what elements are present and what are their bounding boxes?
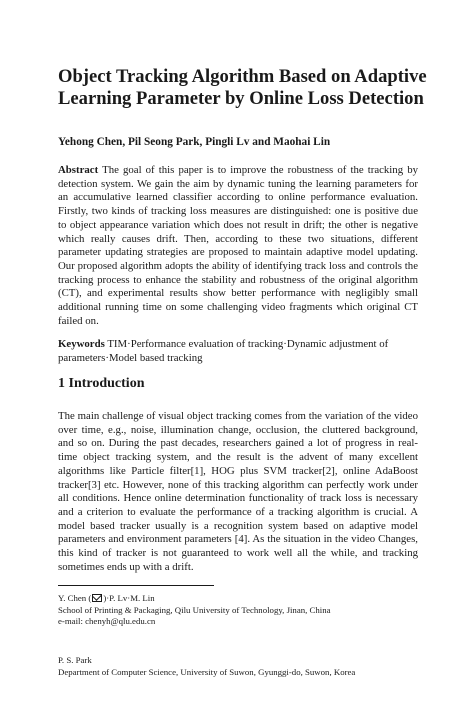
footnote-block-2 — [58, 655, 438, 678]
introduction-paragraph: The main challenge of visual object tracking comes from the variation of the video over time, e.g., noise, illumination change, occlusion, the cluttered background, and so on. During the past decades, researchers gained a lot of progress in real-time object tracking system, and the result is the advent of many excellent algorithms like Particle filter[1], HOG plus SVM tracker[2], online AdaBoost tracker[3] etc. However, none of this tracking algorithm can perfectly work under all conditions. Hence online determination functionality of track loss is necessary and a criterion to evaluate the performance of a tracking algorithm is crucial. A model based tracker usually is a recognition system based on adaptive model parameters and environment parameters [4]. As the situation in the video Changes, this kind of tracker is not guaranteed to work well all the while, and tracking sometimes ends up with a drift. — [58, 410, 418, 573]
envelope-icon — [92, 594, 102, 602]
footnote-author-2: P. S. Park — [58, 655, 92, 665]
footnote-affiliation-1: School of Printing & Packaging, Qilu University of Technology, Jinan, China — [58, 604, 331, 615]
footnote-authors: Y. Chen ( )·P. Lv·M. Lin — [58, 593, 155, 603]
abstract — [58, 164, 418, 328]
paper-title: Object Tracking Algorithm Based on Adaptive Learning Parameter by Online Loss Detection — [58, 66, 427, 109]
footnote-divider — [58, 585, 214, 586]
author-list: Yehong Chen, Pil Seong Park, Pingli Lv and Maohai Lin — [58, 136, 331, 148]
abstract-label: Abstract — [58, 164, 99, 176]
keywords — [58, 338, 418, 365]
footnote-affiliation-2: Department of Computer Science, University of Suwon, Gyunggi-do, Suwon, Korea — [58, 666, 356, 677]
keywords-text: TIM·Performance evaluation of tracking·Dynamic adjustment of parameters·Model based tracking — [58, 338, 389, 364]
footnote-email: e-mail: chenyh@qlu.edu.cn — [58, 616, 156, 626]
abstract-text: The goal of this paper is to improve the robustness of the tracking by detection system. We gain the aim by dynamic tuning the learning parameters for an accumulative learned classifier according to online performance evaluation. Firstly, two kinds of tracking loss measures are distinguished: one is positive due to object appearance variation which does not result in drift; the other is negative which really causes drift. Then, according to these two situations, different parameter updating strategies are proposed to maintain adaptive model updating. Our proposed algorithm adopts the ability of identifying track loss and controls the tracking process to enhance the stability and robustness of the original algorithm (CT), and experimental results show better performance with negligibly small additional running time on some challenging video fragments which original CT failed on. — [58, 164, 418, 327]
section-heading-introduction: 1 Introduction — [58, 376, 145, 391]
footnote-block-1 — [58, 593, 438, 628]
keywords-label: Keywords — [58, 338, 105, 350]
